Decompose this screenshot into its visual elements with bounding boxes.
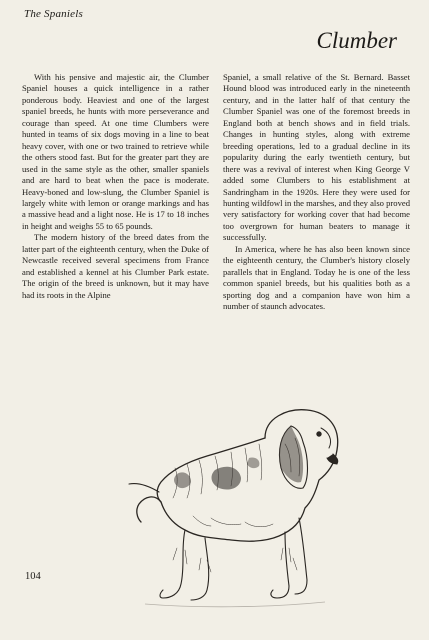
page-number: 104 — [25, 571, 41, 582]
page-title: Clumber — [316, 28, 397, 53]
text-columns — [22, 72, 410, 392]
paragraph: With his pensive and majestic air, the Clumber Spaniel houses a quick intelligence in a rather ponderous body. Heaviest and one of the largest spaniel breeds, he hunts with more perseverance and courage than speed. At one time Clumbers were hunted in teams of six dogs moving in a line to beat heavy cover, with one or two trained to retrieve while the others stood fast. But for the greater part they are used in the same style as the other, smaller spaniels and are hard to beat when the pace is moderate. Heavy-boned and low-slung, the Clumber Spaniel is largely white with lemon or orange markings and has a massive head and a light nose. He is 17 to 18 inches in height and weighs 55 to 65 pounds. — [22, 72, 209, 231]
clumber-spaniel-illustration — [115, 398, 355, 626]
paragraph: In America, where he has also been known since the eighteenth century, the Clumber's history closely parallels that in England. Today he is one of the less common spaniel breeds, but his qualities both as a sporting dog and a companion have won him a number of staunch advocates. — [223, 243, 410, 312]
paragraph: The modern history of the breed dates from the latter part of the eighteenth century, when the Duke of Newcastle received several specimens from France and established a kennel at his Clumber Park estate. The origin of the breed is unknown, but it may have had its roots in the Alpine — [22, 232, 209, 300]
left-column — [22, 72, 209, 392]
paragraph: Spaniel, a small relative of the St. Bernard. Basset Hound blood was introduced early in the nineteenth century, and in the latter half of that century the Clumber Spaniel was one of the foremost breeds in England both at bench shows and in field trials. Changes in hunting styles, along with extreme breeding operations, led to a gradual decline in its popularity during the early twentieth century, but there was a revival of interest when King George V added some Clumbers to his establishment at Sandringham in the 1920s. Here they were used for hunting wildfowl in the marshes, and they also proved very satisfactory for working cover that had become too overgrown for human beaters to manage it successfully. — [223, 72, 410, 243]
right-column — [223, 72, 410, 392]
running-head: The Spaniels — [24, 8, 83, 20]
